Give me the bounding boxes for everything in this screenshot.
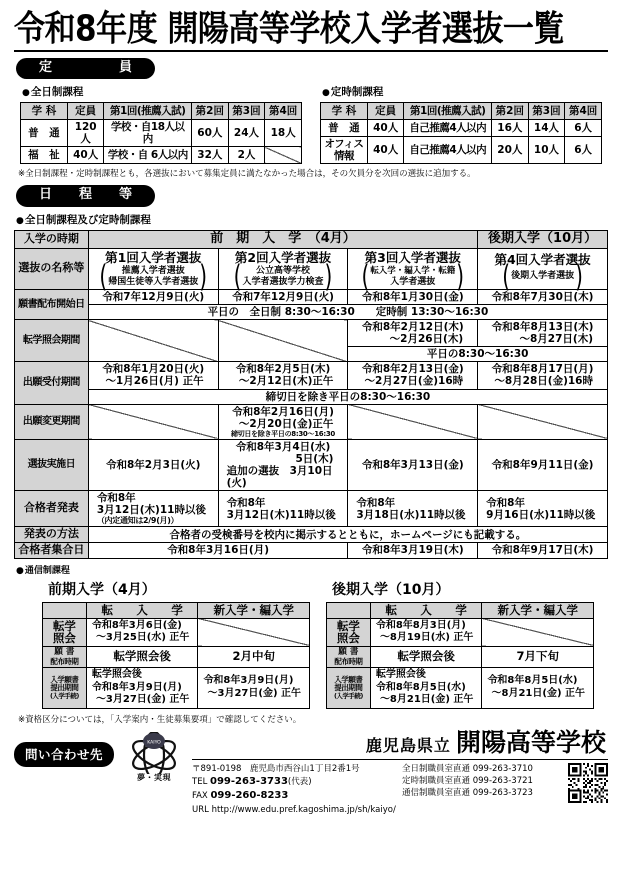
application-submit-transfer: 転学照会後 令和8年8月5日(水) 〜8月21日(金) 正午 xyxy=(370,668,482,709)
row-label-application-change: 出願変更期間 xyxy=(15,404,89,439)
selection-title: 第4回入学者選抜 xyxy=(494,252,591,268)
fax-number: 099-260-8233 xyxy=(210,790,289,802)
selection-1 xyxy=(88,248,218,295)
table-row-application-submit xyxy=(43,668,310,709)
col-new-entry: 新入学・編入学 xyxy=(198,602,310,618)
quota-parttime-table xyxy=(320,102,602,164)
application-change-4-na xyxy=(478,404,608,439)
dept-capacity: 40人 xyxy=(67,147,104,164)
schedule-table xyxy=(14,230,608,559)
table-row-selection-names xyxy=(15,248,608,290)
correspondence-back-heading: 後期入学（10月） xyxy=(332,581,450,598)
round2-quota: 20人 xyxy=(492,137,529,164)
footer-divider xyxy=(192,759,608,760)
atom-emblem-icon xyxy=(128,732,180,774)
table-row-application-submit xyxy=(327,668,594,709)
application-period-4: 令和8年8月17日(月) 〜8月28日(金)16時 xyxy=(478,362,608,389)
selection-subtitle xyxy=(350,258,475,295)
school-identity xyxy=(192,727,608,817)
telephone-line xyxy=(192,775,402,790)
table-header-row xyxy=(21,103,302,120)
col-round2: 第2回 xyxy=(492,103,529,120)
application-change-3-na xyxy=(348,404,478,439)
quota-note: ※全日制課程・定時制課程とも，各選抜において募集定員に満たなかった場合は，その欠員分を次回の選抜に追加する。 xyxy=(18,169,476,180)
transfer-inquiry-dates: 令和8年3月6日(金) 〜3月25日(水) 正午 xyxy=(86,618,198,646)
selection-2 xyxy=(218,248,348,295)
row-label-transfer-inquiry: 転学照会期間 xyxy=(15,320,89,362)
table-header-row xyxy=(43,602,310,618)
postal-address: 〒891-0198 鹿児島市西谷山1丁目2番1号 xyxy=(192,763,360,774)
application-change-1-na xyxy=(88,404,218,439)
round1-quota: 学校・自 6人以内 xyxy=(104,147,192,164)
quota-fulltime-table xyxy=(20,102,302,164)
table-row-exam-date xyxy=(15,439,608,490)
transfer-inquiry-hours: 平日の8:30〜16:30 xyxy=(348,347,608,362)
col-capacity: 定員 xyxy=(67,103,104,120)
transfer-inquiry-new-na xyxy=(482,618,594,646)
paren-open: ( xyxy=(233,258,242,295)
url-label: URL xyxy=(192,804,209,815)
selection-subtitle xyxy=(91,258,216,295)
dept-capacity: 40人 xyxy=(367,120,404,137)
round2-quota: 16人 xyxy=(492,120,529,137)
quota-parttime-heading: ● 定時制課程 xyxy=(322,84,602,99)
dept-capacity: 120人 xyxy=(67,120,104,147)
selection-sub-lines: 推薦入学者選抜 帰国生徒等入学者選抜 xyxy=(108,265,199,287)
direct-line-name: 全日制職員室直通 xyxy=(402,763,471,774)
application-start-3: 令和8年1月30日(金) xyxy=(348,290,478,305)
application-submit-transfer: 転学照会後 令和8年3月9日(月) 〜3月27日(金) 正午 xyxy=(86,668,198,709)
row-label-gathering-date: 合格者集合日 xyxy=(15,542,89,558)
selection-title: 第1回入学者選抜 xyxy=(105,249,202,265)
paren-close: ) xyxy=(324,258,333,295)
title-block xyxy=(14,0,608,52)
row-label-application-dist: 願 書 配布時期 xyxy=(327,647,371,668)
round1-quota: 自己推薦4人以内 xyxy=(404,137,492,164)
correspondence-back-table xyxy=(326,602,594,709)
row-label-application-submit: 入学願書 提出期間 (入学手続) xyxy=(327,668,371,709)
correspondence-front-block xyxy=(42,579,310,709)
dept-name: 普 通 xyxy=(321,120,368,137)
dept-capacity: 40人 xyxy=(367,137,404,164)
result-announce-3: 令和8年 3月18日(水)11時以後 xyxy=(348,490,478,526)
table-row xyxy=(21,147,302,164)
direct-lines-block xyxy=(402,763,562,817)
correspondence-footnote: ※資格区分については，「入学案内・生徒募集要項」で確認してください。 xyxy=(18,714,302,725)
row-label-application-submit: 入学願書 提出期間 (入学手続) xyxy=(43,668,87,709)
application-start-2: 令和7年12月9日(火) xyxy=(218,290,348,305)
direct-line-number: 099-263-3721 xyxy=(472,775,533,786)
qr-code[interactable] xyxy=(568,763,608,817)
transfer-inquiry-dates: 令和8年8月3日(月) 〜8月19日(水) 正午 xyxy=(370,618,482,646)
row-label-announce-method: 発表の方法 xyxy=(15,527,89,543)
row-label-application-dist: 願 書 配布時期 xyxy=(43,647,87,668)
url-line xyxy=(192,804,402,816)
transfer-inquiry-1-na xyxy=(88,320,218,362)
footer xyxy=(14,727,608,817)
dept-name: オフィス情報 xyxy=(321,137,368,164)
round2-quota: 32人 xyxy=(192,147,229,164)
selection-sub-lines: 後期入学者選抜 xyxy=(511,271,575,282)
col-transfer: 転 入 学 xyxy=(370,602,482,618)
gathering-date-3: 令和8年9月17日(木) xyxy=(478,542,608,558)
table-row-transfer-inquiry xyxy=(15,320,608,347)
paren-close: ) xyxy=(199,258,208,295)
table-row-result-announce xyxy=(15,490,608,526)
row-label-result-announce: 合格者発表 xyxy=(15,490,89,526)
contact-details xyxy=(192,763,608,817)
col-round2: 第2回 xyxy=(192,103,229,120)
direct-line-name: 通信制職員室直通 xyxy=(402,788,471,799)
application-period-3: 令和8年2月13日(金) 〜2月27日(金)16時 xyxy=(348,362,478,389)
title-divider xyxy=(14,50,608,52)
paren-close: ) xyxy=(456,258,465,295)
table-row-gathering-date xyxy=(15,542,608,558)
section-heading-schedule: 日 程 等 xyxy=(16,185,155,206)
quota-fulltime-heading: ● 全日制課程 xyxy=(22,84,302,99)
table-row xyxy=(21,120,302,147)
page-title: 令和8年度 開陽高等学校入学者選抜一覧 xyxy=(14,8,564,50)
application-start-hours: 平日の 全日制 8:30〜16:30 定時制 13:30〜16:30 xyxy=(88,305,607,320)
quota-parttime-block xyxy=(320,84,602,164)
tel-label: TEL xyxy=(192,776,208,787)
school-url[interactable]: http://www.edu.pref.kagoshima.jp/sh/kaiyo/ xyxy=(211,804,396,815)
emblem-motto: 夢・実現 xyxy=(137,772,171,782)
exam-date-3: 令和8年3月13日(金) xyxy=(348,439,478,490)
application-dist-new: 2月中旬 xyxy=(198,647,310,668)
col-period-label: 入学の時期 xyxy=(15,230,89,248)
direct-line xyxy=(402,787,562,799)
selection-sub-lines: 転入学・編入学・転籍 入学者選抜 xyxy=(370,265,456,287)
correspondence-front-heading: 前期入学（4月） xyxy=(48,581,156,598)
transfer-inquiry-4: 令和8年8月13日(木) 〜8月27日(木) xyxy=(478,320,608,347)
direct-line-number: 099-263-3723 xyxy=(472,788,533,799)
correspondence-back-block xyxy=(326,579,594,709)
address-block xyxy=(192,763,402,817)
dept-name: 福 祉 xyxy=(21,147,68,164)
col-round3: 第3回 xyxy=(528,103,565,120)
selection-subtitle xyxy=(221,258,346,295)
col-round3: 第3回 xyxy=(228,103,265,120)
table-row-application-period-note xyxy=(15,389,608,404)
row-label-exam-date: 選抜実施日 xyxy=(15,439,89,490)
section-heading-quota: 定 員 xyxy=(16,58,155,79)
direct-line-name: 定時制職員室直通 xyxy=(402,775,471,786)
col-round4: 第4回 xyxy=(565,103,602,120)
row-label-selection-name: 選抜の名称等 xyxy=(15,248,89,290)
transfer-inquiry-3: 令和8年2月12日(木) 〜2月26日(木) xyxy=(348,320,478,347)
paren-open: ( xyxy=(502,258,511,295)
paren-open: ( xyxy=(361,258,370,295)
round4-quota: 6人 xyxy=(565,120,602,137)
col-blank xyxy=(327,602,371,618)
fax-label: FAX xyxy=(192,791,208,802)
selection-4 xyxy=(478,248,608,295)
direct-line-number: 099-263-3710 xyxy=(472,763,533,774)
selection-sub-lines: 公立高等学校 入学者選抜学力検査 xyxy=(242,265,324,287)
application-period-2: 令和8年2月5日(木) 〜2月12日(木)正午 xyxy=(218,362,348,389)
application-change-2: 令和8年2月16日(月) 〜2月20日(金)正午 締切日を除き平日の8:30〜16:30 xyxy=(218,404,348,439)
table-row-transfer-inquiry xyxy=(327,618,594,646)
application-dist-transfer: 転学照会後 xyxy=(86,647,198,668)
table-row-transfer-inquiry xyxy=(43,618,310,646)
application-dist-transfer: 転学照会後 xyxy=(370,647,482,668)
exam-date-2: 令和8年3月4日(水) 5日(木) 追加の選抜 3月10日(火) xyxy=(218,439,348,490)
table-row xyxy=(321,137,602,164)
fax-line xyxy=(192,789,402,804)
transfer-inquiry-new-na xyxy=(198,618,310,646)
exam-date-1: 令和8年2月3日(火) xyxy=(88,439,218,490)
round1-quota: 学校・自18人以内 xyxy=(104,120,192,147)
table-row-announce-method xyxy=(15,527,608,543)
table-row xyxy=(321,120,602,137)
direct-line xyxy=(402,775,562,787)
correspondence-heading: ● 通信制課程 xyxy=(16,563,608,576)
result-announce-1: 令和8年 3月12日(木)11時以後 （内定通知は2/9(月)） xyxy=(88,490,218,526)
application-dist-new: 7月下旬 xyxy=(482,647,594,668)
col-transfer: 転 入 学 xyxy=(86,602,198,618)
gathering-date-2: 令和8年3月19日(木) xyxy=(348,542,478,558)
emblem-center-text: KAIYO xyxy=(147,740,161,746)
round3-quota: 14人 xyxy=(528,120,565,137)
school-name: 開陽高等学校 xyxy=(455,727,606,757)
table-header-row xyxy=(15,230,608,248)
quota-tables xyxy=(14,84,608,164)
table-row-application-dist xyxy=(327,647,594,668)
col-round1: 第1回(推薦入試) xyxy=(104,103,192,120)
school-prefecture: 鹿児島県立 xyxy=(365,735,451,755)
table-header-row xyxy=(321,103,602,120)
table-row-application-change xyxy=(15,404,608,439)
selection-title: 第3回入学者選抜 xyxy=(364,249,461,265)
col-dept: 学 科 xyxy=(321,103,368,120)
table-row-application-start-note xyxy=(15,305,608,320)
application-start-1: 令和7年12月9日(火) xyxy=(88,290,218,305)
tel-note: (代表) xyxy=(287,776,312,787)
col-blank xyxy=(43,602,87,618)
school-name-row xyxy=(192,727,608,757)
contact-label: 問い合わせ先 xyxy=(14,742,114,767)
row-label-transfer-inquiry: 転学 照会 xyxy=(43,618,87,646)
correspondence-tables xyxy=(14,579,608,709)
exam-date-4: 令和8年9月11日(金) xyxy=(478,439,608,490)
table-header-row xyxy=(327,602,594,618)
application-submit-new: 令和8年3月9日(月) 〜3月27日(金) 正午 xyxy=(198,668,310,709)
paren-open: ( xyxy=(99,258,108,295)
table-row-application-period xyxy=(15,362,608,389)
round3-quota: 24人 xyxy=(228,120,265,147)
col-new-entry: 新入学・編入学 xyxy=(482,602,594,618)
correspondence-front-table xyxy=(42,602,310,709)
school-emblem xyxy=(124,732,184,783)
application-submit-new: 令和8年8月5日(水) 〜8月21日(金) 正午 xyxy=(482,668,594,709)
quota-fulltime-block xyxy=(20,84,302,164)
round2-quota: 60人 xyxy=(192,120,229,147)
round4-quota: 18人 xyxy=(265,120,302,147)
paren-close: ) xyxy=(575,258,583,295)
period-front: 前 期 入 学 （4月） xyxy=(88,230,477,248)
table-row-application-dist xyxy=(43,647,310,668)
result-announce-4: 令和8年 9月16日(水)11時以後 xyxy=(478,490,608,526)
period-back: 後期入学（10月） xyxy=(478,230,608,248)
application-period-hours: 締切日を除き平日の8:30〜16:30 xyxy=(88,389,607,404)
tel-number: 099-263-3733 xyxy=(210,775,288,787)
announce-method-value: 合格者の受検番号を校内に掲示するとともに，ホームページにも記載する。 xyxy=(88,527,607,543)
result-announce-2: 令和8年 3月12日(木)11時以後 xyxy=(218,490,348,526)
application-period-1: 令和8年1月20日(火) 〜1月26日(月) 正午 xyxy=(88,362,218,389)
round1-quota: 自己推薦4人以内 xyxy=(404,120,492,137)
row-label-transfer-inquiry: 転学 照会 xyxy=(327,618,371,646)
selection-3 xyxy=(348,248,478,295)
schedule-heading: ● 全日制課程及び定時制課程 xyxy=(16,212,608,227)
col-round4: 第4回 xyxy=(265,103,302,120)
direct-line xyxy=(402,763,562,775)
col-round1: 第1回(推薦入試) xyxy=(404,103,492,120)
transfer-inquiry-2-na xyxy=(218,320,348,362)
row-label-application-period: 出願受付期間 xyxy=(15,362,89,404)
round4-quota: 6人 xyxy=(565,137,602,164)
round3-quota: 10人 xyxy=(528,137,565,164)
row-label-application-start: 願書配布開始日 xyxy=(15,290,89,320)
col-capacity: 定員 xyxy=(367,103,404,120)
round4-not-applicable xyxy=(265,147,302,164)
col-dept: 学 科 xyxy=(21,103,68,120)
round3-quota: 2人 xyxy=(228,147,265,164)
dept-name: 普 通 xyxy=(21,120,68,147)
gathering-date-1: 令和8年3月16日(月) xyxy=(88,542,348,558)
selection-title: 第2回入学者選抜 xyxy=(234,249,332,265)
qr-code-icon xyxy=(568,763,608,803)
application-start-4: 令和8年7月30日(木) xyxy=(478,290,608,305)
